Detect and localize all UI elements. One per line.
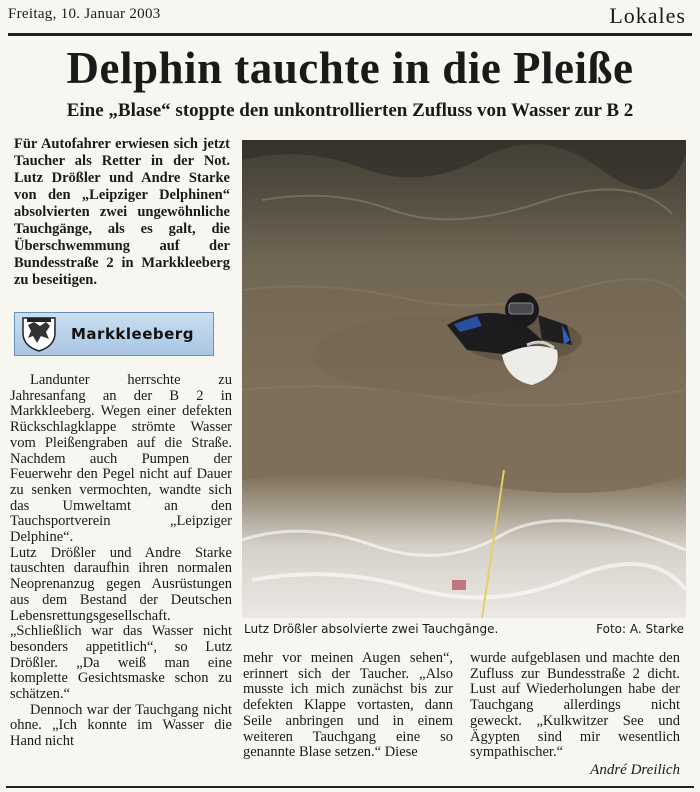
paragraph: Landunter herrschte zu Jahresanfang an der B 2 in Markkleeberg. Wegen einer defekten Rückschlagklappe strömte Wasser vom Pleißengraben auf die Straße. Nachdem auch Pumpen der Feuerwehr den Pegel nicht auf Dauer zu senken vermochten, wandte sich das Umweltamt an den Tauchsportverein „Leipziger Delphine“. — [10, 372, 232, 546]
diver-in-water-image — [242, 140, 686, 618]
photo-caption-row — [242, 622, 686, 642]
article-photo — [242, 140, 686, 618]
intro-paragraph: Für Autofahrer erwiesen sich jetzt Taucher als Retter in der Not. Lutz Drößler und Andre Starke von den „Leipziger Delphinen“ absolvierten zwei ungewöhnliche Tauchgänge, als es galt, die Überschwemmung auf der Bundesstraße 2 in Markkleeberg zu beseitigen. — [14, 136, 230, 288]
location-banner — [14, 312, 214, 356]
coat-of-arms-icon — [19, 315, 59, 353]
subheadline: Eine „Blase“ stoppte den unkontrollierten Zufluss von Wasser zur B 2 — [66, 100, 634, 121]
author-byline: André Dreilich — [590, 762, 680, 778]
top-rule — [8, 33, 692, 36]
paragraph: Lutz Drößler und Andre Starke tauschten daraufhin ihren normalen Neoprenanzug gegen Ausrüstungen aus dem Bestand der Deutschen Lebensrettungsgesellschaft. „Schließlich war das Wasser nicht besonders appetitlich“, so Lutz Drößler. „Da weiß man eine komplette Gesichtsmaske schon zu schätzen.“ — [10, 544, 232, 703]
article-column-1 — [10, 373, 232, 750]
article-column-3: wurde aufgeblasen und machte den Zufluss zur Bundesstraße 2 dicht. Lust auf Wiederholungen habe der Tauchgang allerdings nicht geweckt. „Kulkwitzer See und Ägypten sind mir wesentlich sympathischer.“ — [470, 650, 680, 761]
dateline: Freitag, 10. Januar 2003 — [8, 6, 161, 22]
section-label: Lokales — [609, 3, 686, 28]
photo-caption: Lutz Drößler absolvierte zwei Tauchgänge. — [244, 622, 499, 636]
article-column-2: mehr vor meinen Augen sehen“, erinnert sich der Taucher. „Also musste ich mich zunächst bis zur defekten Klappe vortasten, dann Seile anbringen und in einem weiteren Tauchgang eine so genannte Blase setzen.“ Diese — [243, 650, 453, 761]
paragraph: Dennoch war der Tauchgang nicht ohne. „Ich konnte im Wasser die Hand nicht — [10, 701, 232, 750]
bottom-rule — [6, 786, 694, 788]
photo-credit: Foto: A. Starke — [596, 622, 684, 636]
location-label: Markkleeberg — [71, 325, 194, 343]
headline: Delphin tauchte in die Pleiße — [66, 43, 634, 93]
